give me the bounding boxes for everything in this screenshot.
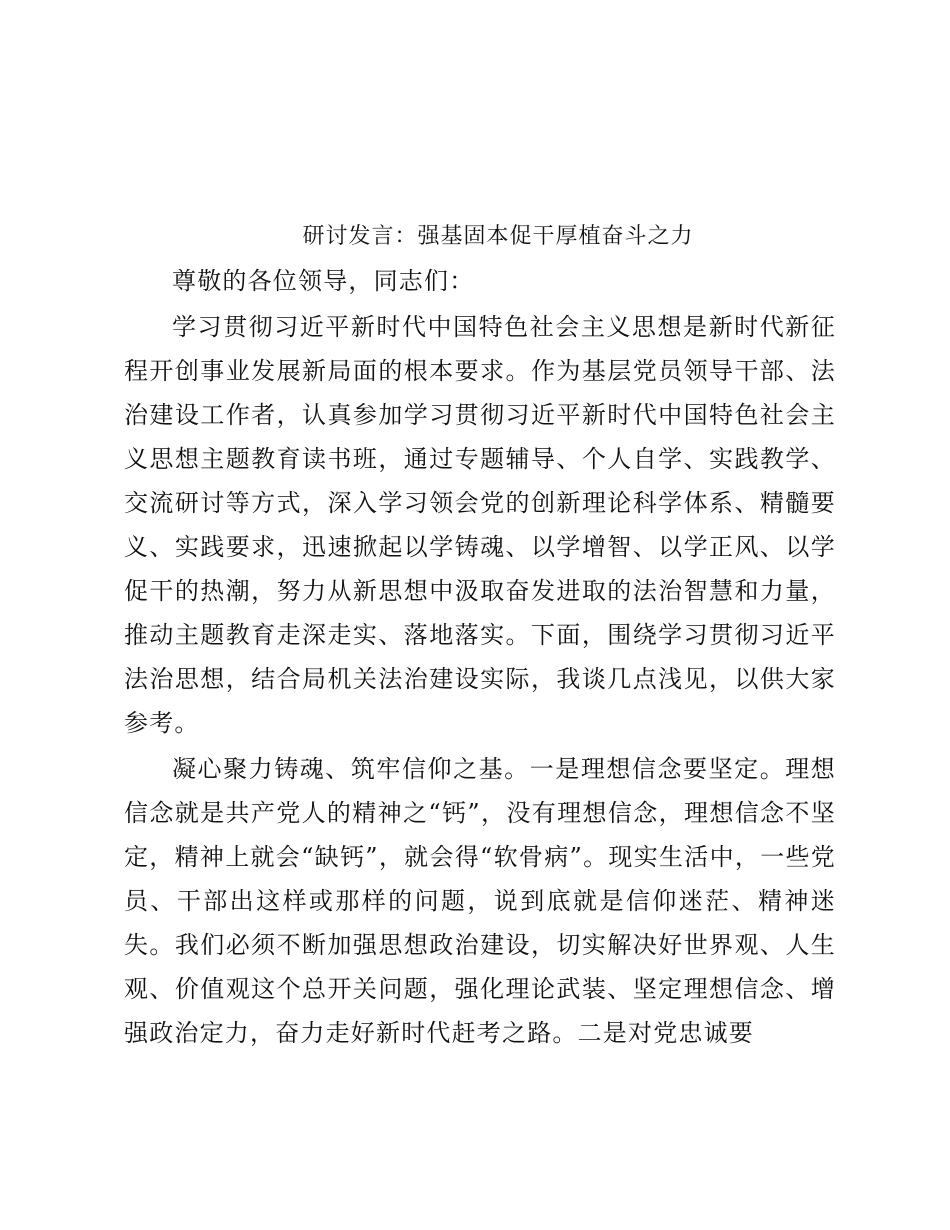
paragraph-section-one: 凝心聚力铸魂、筑牢信仰之基。一是理想信念要坚定。理想信念就是共产党人的精神之“钙”，没有理想信念，理想信念不坚定，精神上就会“缺钙”，就会得“软骨病”。现实生活中，一些党员、干部出这样或那样的问题，说到底就是信仰迷茫、精神迷失。我们必须不断加强思想政治建设，切实解决好世界观、人生观、价值观这个总开关问题，强化理论武装、坚定理想信念、增强政治定力，奋力走好新时代赶考之路。二是对党忠诚要 bbox=[124, 755, 836, 1047]
paragraph-intro: 学习贯彻习近平新时代中国特色社会主义思想是新时代新征程开创事业发展新局面的根本要求。作为基层党员领导干部、法治建设工作者，认真参加学习贯彻习近平新时代中国特色社会主义思想主题教育读书班，通过专题辅导、个人自学、实践教学、交流研讨等方式，深入学习领会党的创新理论科学体系、精髓要义、实践要求，迅速掀起以学铸魂、以学增智、以学正风、以学促干的热潮，努力从新思想中汲取奋发进取的法治智慧和力量，推动主题教育走深走实、落地落实。下面，围绕学习贯彻习近平法治思想，结合局机关法治建设实际，我谈几点浅见，以供大家参考。 bbox=[124, 313, 836, 737]
document-title: 研讨发言：强基固本促干厚植奋斗之力 bbox=[302, 224, 694, 249]
salutation: 尊敬的各位领导，同志们： bbox=[172, 267, 475, 295]
document-page bbox=[124, 215, 836, 1055]
